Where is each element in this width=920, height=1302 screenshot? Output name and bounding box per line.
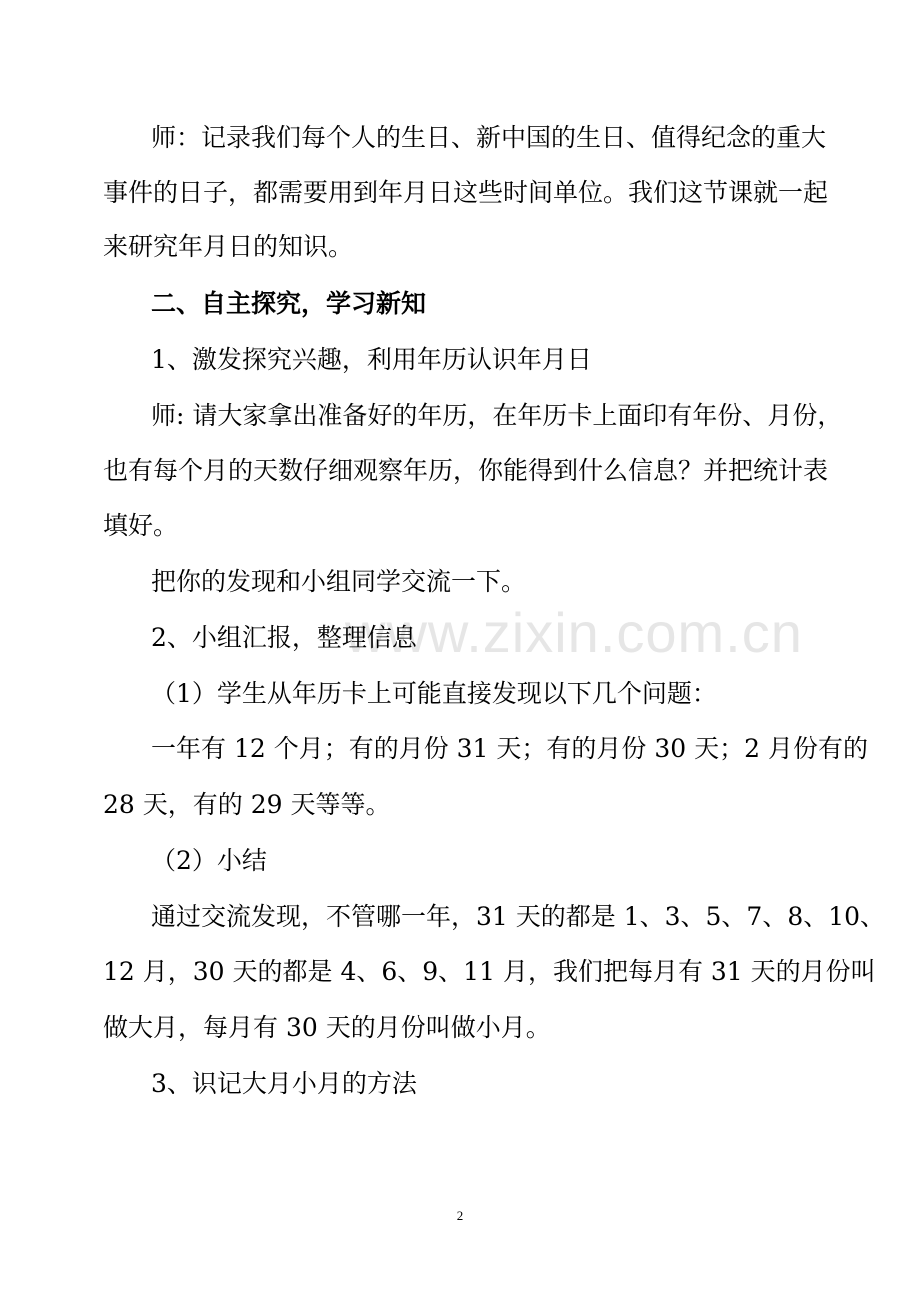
paragraph-line: 12 月，30 天的都是 4、6、9、11 月，我们把每月有 31 天的月份叫: [103, 957, 876, 986]
paragraph-line: 通过交流发现，不管哪一年，31 天的都是 1、3、5、7、8、10、: [151, 902, 886, 931]
subsection-heading: 3、识记大月小月的方法: [151, 1069, 417, 1098]
paragraph-line: 也有每个月的天数仔细观察年历，你能得到什么信息？并把统计表: [103, 456, 829, 485]
paragraph-line: （2）小结: [151, 846, 267, 875]
watermark: www.zixin.com.cn: [345, 601, 803, 664]
paragraph-line: 来研究年月日的知识。: [103, 232, 354, 261]
paragraph-line: 28 天，有的 29 天等等。: [103, 790, 391, 819]
paragraph-line: 把你的发现和小组同学交流一下。: [151, 567, 527, 596]
paragraph-line: （1）学生从年历卡上可能直接发现以下几个问题：: [151, 679, 717, 708]
section-heading: 二、自主探究，学习新知: [151, 289, 427, 318]
page-number: 2: [456, 1208, 464, 1223]
paragraph-line: 填好。: [103, 511, 179, 540]
paragraph-line: 事件的日子，都需要用到年月日这些时间单位。我们这节课就一起: [103, 178, 829, 207]
subsection-heading: 2、小组汇报，整理信息: [151, 623, 417, 652]
paragraph-line: 师: 请大家拿出准备好的年历，在年历卡上面印有年份、月份，: [151, 401, 843, 430]
paragraph-line: 一年有 12 个月；有的月份 31 天；有的月份 30 天；2 月份有的: [151, 734, 868, 763]
paragraph-line: 做大月，每月有 30 天的月份叫做小月。: [103, 1013, 551, 1042]
subsection-heading: 1、激发探究兴趣，利用年历认识年月日: [151, 345, 592, 374]
paragraph-line: 师：记录我们每个人的生日、新中国的生日、值得纪念的重大: [151, 123, 827, 152]
